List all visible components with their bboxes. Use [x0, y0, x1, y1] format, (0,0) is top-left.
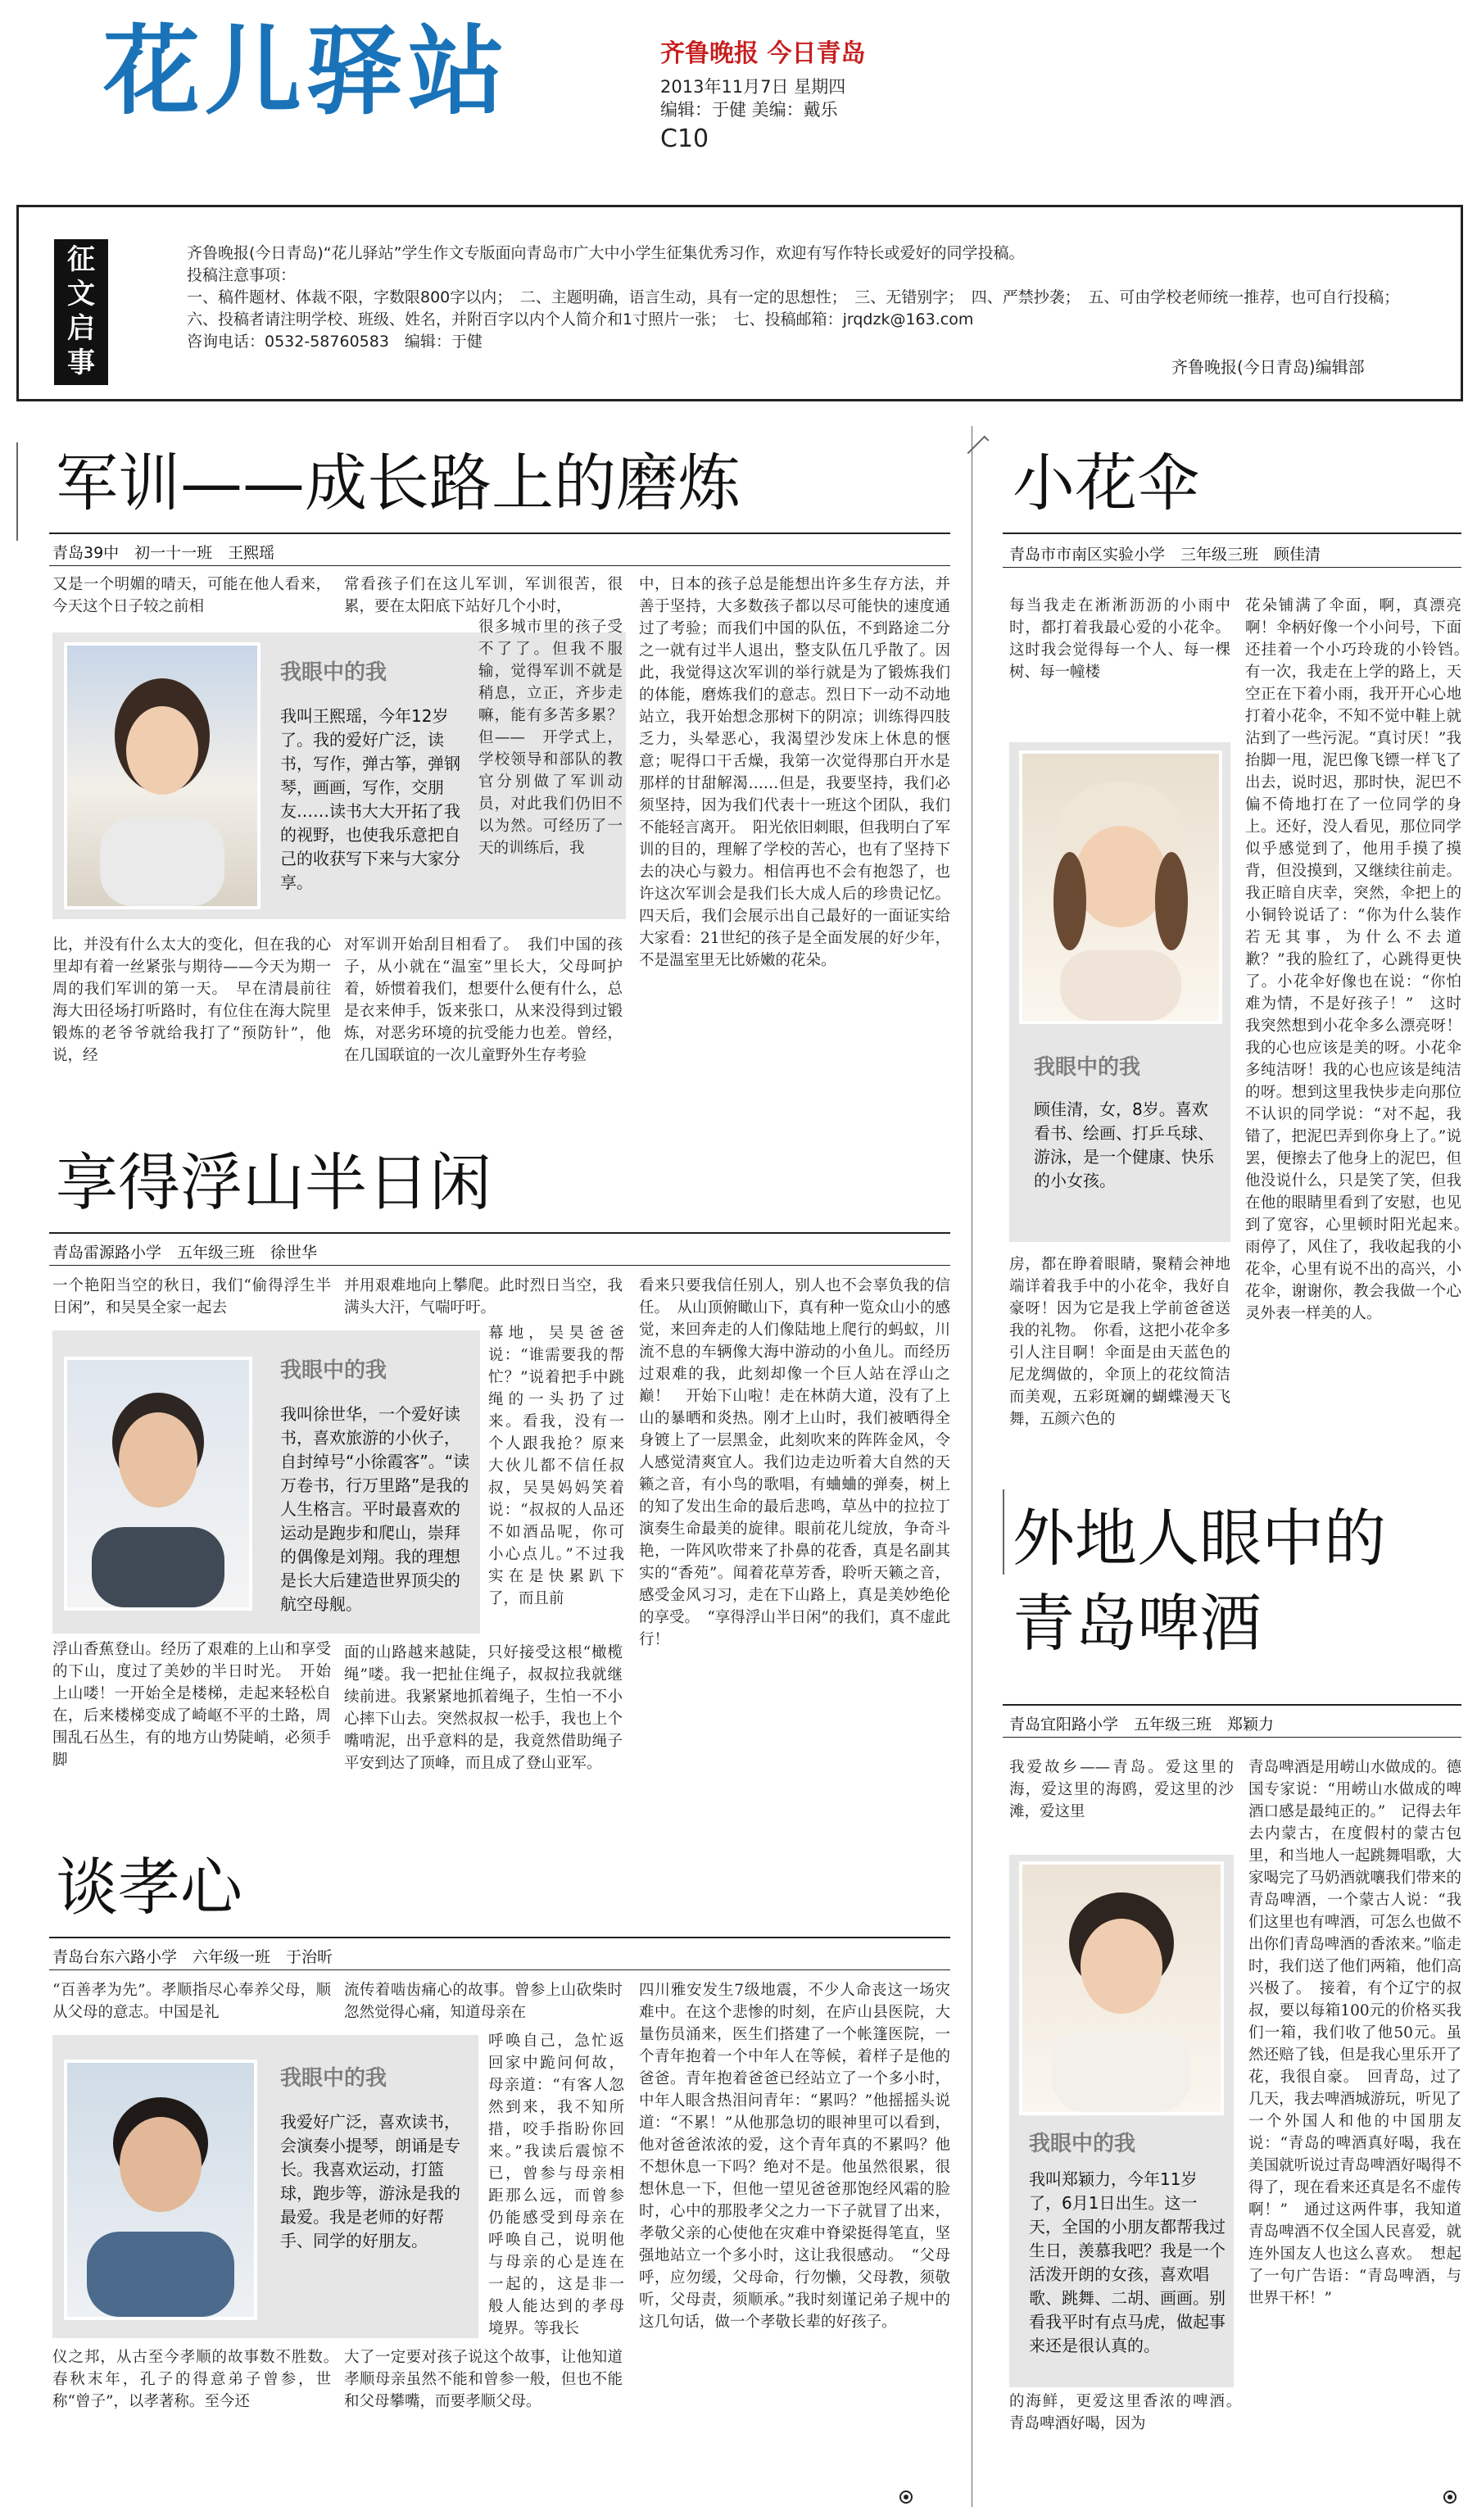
frame-left — [16, 442, 18, 541]
article-3-col-2c: 大了一定要对孩子说这个故事，让他知道孝顺母亲虽然不能和曾参一般，但也不能和父母攀嘴，而要孝顺父母。 — [344, 2349, 623, 2410]
article-1-rule-2 — [49, 565, 950, 566]
article-4-col-1: 每当我走在淅淅沥沥的小雨中时，都打着我最心爱的小花伞。这时我会觉得每一个人、每一棵树、每一幢楼 — [1009, 597, 1230, 681]
profile-bio-3: 我爱好广泛，喜欢读书，会演奏小提琴，朗诵是专长。我喜欢运动，打篮球，跑步等，游泳是我的最爱。我是老师的好帮手、同学的好朋友。 — [280, 2112, 460, 2250]
portrait-girl-icon — [1022, 1865, 1221, 2112]
title-accent — [1003, 1489, 1004, 1575]
article-1-byline: 青岛39中 初一十一班 王熙瑶 — [52, 544, 275, 562]
article-3-col-1b: 仪之邦，从古至今孝顺的故事数不胜数。 春秋末年，孔子的得意弟子曾参，世称“曾子”，以孝著称。至今还 — [52, 2349, 347, 2410]
notice-line: 齐鲁晚报(今日青岛)“花儿驿站”学生作文专版面向青岛市广大中小学生征集优秀习作，欢迎有写作特长或爱好的同学投稿。 — [187, 244, 1025, 262]
article-1-col-2c: 对军训开始刮目相看了。 我们中国的孩子，从小就在“温室”里长大，父母呵护着，娇惯着我们，想要什么便有什么，总是衣来伸手，饭来张口，从来没得到过锻炼，对恶劣环境的抗受能力也差。曾经，在几国联谊的一次儿童野外生存考验 — [344, 936, 623, 1064]
article-3-rule — [49, 1937, 950, 1938]
article-2-col-2b: 幕地，吴昊爸爸说：“谁需要我的帮忙？”说着把手中跳绳的一头扔了过来。看我，没有一个人跟我抢？原来大伙儿都不信任叔叔，吴昊妈妈笑着说：“叔叔的人品还不如酒品呢，你可小心点儿。”不过我实在是快累趴下了，而且前 — [488, 1325, 624, 1607]
portrait-girl-icon — [1022, 754, 1219, 1021]
article-5-title-line-1: 外地人眼中的 — [1013, 1502, 1386, 1575]
article-1-title: 军训——成长路上的磨炼 — [56, 446, 741, 519]
profile-bio-5: 我叫郑颖力，今年11岁了，6月1日出生。这一天，全国的小朋友都帮我过生日，羡慕我吧？我是一个活泼开朗的女孩，喜欢唱歌、跳舞、二胡、画画。别看我平时有点马虎，做起事来还是很认真的。 — [1029, 2169, 1226, 2355]
author-photo — [1019, 1861, 1224, 2115]
article-2-col-1b: 浮山香蕉登山。经历了艰难的上山和享受的下山，度过了美妙的半日时光。 开始上山喽！一开始全是楼梯，走起来轻松自在，后来楼梯变成了崎岖不平的土路，周围乱石丛生，有的地方山势陡峭，必须手脚 — [52, 1641, 331, 1769]
article-1-col-2: 常看孩子们在这儿军训，军训很苦，很累，要在太阳底下站好几个小时， — [344, 576, 623, 615]
editor-line: 编辑：于健 美编：戴乐 — [660, 100, 838, 120]
notice-line: 投稿注意事项： — [187, 266, 297, 284]
notice-signature: 齐鲁晚报(今日青岛)编辑部 — [1171, 357, 1365, 377]
article-3-col-2: 流传着啮齿痛心的故事。曾参上山砍柴时忽然觉得心痛，知道母亲在 — [344, 1982, 623, 2021]
profile-bio-4: 顾佳清，女，8岁。喜欢看书、绘画、打乒乓球、游泳，是一个健康、快乐的小女孩。 — [1034, 1099, 1214, 1190]
article-4-rule-2 — [1003, 567, 1461, 568]
article-4-byline: 青岛市市南区实验小学 三年级三班 顾佳清 — [1009, 546, 1321, 564]
notice-line: 一、稿件题材、体裁不限，字数限800字以内； 二、主题明确，语言生动，具有一定的思想性； 三、无错别字； 四、严禁抄袭； 五、可由学校老师统一推荐，也可自行投稿； — [187, 288, 1400, 306]
profile-title-2: 我眼中的我 — [280, 1358, 387, 1383]
article-2-col-2: 并用艰难地向上攀爬。此时烈日当空，我满头大汗，气喘吁吁。 — [344, 1277, 623, 1317]
article-2-byline: 青岛雷源路小学 五年级三班 徐世华 — [52, 1244, 318, 1262]
article-2-col-3: 看来只要我信任别人，别人也不会辜负我的信任。 从山顶俯瞰山下，真有种一览众山小的感觉，来回奔走的人们像陆地上爬行的蚂蚁，川流不息的车辆像大海中游动的小鱼儿。而经历过艰难的我，此刻却像一个巨人站在浮山之巅！ 开始下山啦！走在林荫大道，没有了上山的暴晒和炎热。刚才上山时，我们被晒得全身镀上了一层黑金，此刻吹来的阵阵金风，令人感觉清爽宜人。我们边走边听着大自然的天籁之音，有小鸟的歌唱，有蛐蛐的弹奏，树上的知了发出生命的最后悲鸣，草丛中的拉拉丁演奏生命最美的旋律。眼前花儿绽放，争奇斗艳，一阵风吹带来了扑鼻的花香，真是名副其实的“香苑”。闻着花草芳香，聆听天籁之音，感受金风习习，走在下山路上，真是美妙绝伦的享受。 “享得浮山半日闲”的我们，真不虚此行！ — [639, 1277, 950, 1648]
article-4-col-2: 花朵铺满了伞面，啊，真漂亮啊！伞柄好像一个小问号，下面还挂着一个小巧玲珑的小铃铛。 有一次，我走在上学的路上，天空正在下着小雨，我开开心心地打着小花伞，不知不觉中鞋上就沾到了一些污泥。“真讨厌！”我抬脚一甩，泥巴像飞镖一样飞了出去，说时迟，那时快，泥巴不偏不倚地打在了一位同学的身上。还好，没人看见，那位同学似乎感觉到了，他用手摸了摸背，但没摸到，又继续往前走。我正暗自庆幸，突然，伞把上的小铜铃说话了：“你为什么装作若无其事，为什么不去道歉？”我的脸红了，心跳得更快了。小花伞好像也在说：“你怕难为情，不是好孩子！” 这时我突然想到小花伞多么漂亮呀！我的心也应该是美的呀。小花伞多纯洁呀！我的心也应该是纯洁的呀。想到这里我快步走向那位不认识的同学说：“对不起，我错了，把泥巴弄到你身上了。”说罢，便擦去了他身上的泥巴，但他没说什么，只是笑了笑，但我在他的眼睛里看到了安慰，也见到了宽容，心里顿时阳光起来。 雨停了，风住了，我收起我的小花伞，心里有说不出的高兴，小花伞，谢谢你，教会我做一个心灵外表一样美的人。 — [1245, 597, 1477, 1322]
article-5-title-line-2: 青岛啤酒 — [1013, 1587, 1262, 1660]
issue-meta — [660, 75, 845, 121]
portrait-boy-icon — [67, 1360, 249, 1607]
profile-title-1: 我眼中的我 — [280, 660, 387, 685]
article-5-rule — [1003, 1704, 1461, 1706]
author-photo — [64, 642, 261, 909]
article-1-col-3: 中，日本的孩子总是能想出许多生存方法，并善于坚持，大多数孩子都以尽可能快的速度通过了考验；而我们中国的队伍，不到路途二分之一就有过半人退出，整支队伍几乎散了。因此，我觉得这次军训的举行就是为了锻炼我们的体能，磨炼我们的意志。烈日下一动不动地站立，我开始想念那树下的阴凉；训练得四肢乏力，头晕恶心，我渴望沙发床上休息的惬意；呢得口干舌燥，我第一次觉得那白开水是那样的甘甜解渴……但是，我要坚持，我们必须坚持，因为我们代表十一班这个团队，我们不能轻言离开。 阳光依旧刺眼，但我明白了军训的目的，理解了学校的苦心，也有了坚持下去的决心与毅力。相信再也不会有抱怨了，也许这次军训会是我们长大成人后的珍贵记忆。四天后，我们会展示出自己最好的一面证实给大家看：21世纪的孩子是全面发展的好少年，不是温室里无比娇嫩的花朵。 — [639, 576, 950, 969]
page-number: C10 — [660, 125, 709, 153]
profile-bio-2: 我叫徐世华，一个爱好读书，喜欢旅游的小伙子，自封绰号“小徐霞客”。“读万卷书，行万里路”是我的人生格言。平时最喜欢的运动是跑步和爬山，崇拜的偶像是刘翔。我的理想是长大后建造世界顶尖的航空母舰。 — [280, 1404, 470, 1614]
article-4-title: 小花伞 — [1013, 446, 1199, 519]
article-5-col-1b: 的海鲜，更爱这里香浓的啤酒。 青岛啤酒好喝，因为 — [1009, 2393, 1249, 2432]
article-2-rule-2 — [49, 1265, 950, 1266]
article-3-col-3: 四川雅安发生7级地震，不少人命丧这一场灾难中。在这个悲惨的时刻，在庐山县医院，大量伤员涌来，医生们搭建了一个帐篷医院，一个青年抱着一个中年人在等候，着样子是他的爸爸。青年抱着爸爸已经站立了一个多小时，中年人眼含热泪问青年：“累吗？”他摇摇头说道：“不累！”从他那急切的眼神里可以看到，他对爸爸浓浓的爱，这个青年真的不累吗？他不想休息一下吗？绝对不是。他虽然很累，很想休息一下，但他一望见爸爸那饱经风霜的脸时，心中的那股孝父之力一下子就冒了出来，孝敬父亲的心使他在灾难中脊梁挺得笔直，坚强地站立一个多小时，这让我很感动。 “父母呼，应勿缓，父母命，行勿懒，父母教，须敬听，父母责，须顺承。”我时刻谨记弟子规中的这几句话，做一个孝敬长辈的好孩子。 — [639, 1982, 950, 2331]
article-1-rule — [49, 533, 950, 534]
author-photo — [64, 1357, 252, 1611]
article-5-byline: 青岛宜阳路小学 五年级三班 郑颖力 — [1009, 1716, 1275, 1734]
profile-title-3: 我眼中的我 — [280, 2066, 387, 2091]
notice-text — [187, 242, 1440, 353]
article-2-title: 享得浮山半日闲 — [56, 1146, 492, 1219]
article-2-rule — [49, 1232, 950, 1234]
article-4-rule — [1003, 533, 1461, 534]
portrait-boy-icon — [67, 2063, 254, 2317]
article-5-rule-2 — [1003, 1737, 1461, 1738]
end-mark-icon — [899, 2491, 913, 2504]
article-5-col-2: 青岛啤酒是用崂山水做成的。德国专家说：“用崂山水做成的啤酒口感是最纯正的。” 记得去年去内蒙古，在度假村的蒙古包里，和当地人一起跳舞唱歌，大家喝完了马奶酒就嚷我们带来的青岛啤酒，一个蒙古人说：“我们这里也有啤酒，可怎么也做不出你们青岛啤酒的香浓来。”临走时，我们送了他们两箱，他们高兴极了。 接着，有个辽宁的叔叔，要以每箱100元的价格买我们一箱，我们收了他50元。虽然还赔了钱，但是我心里乐开了花，我很自豪。 回青岛，过了几天，我去啤酒城游玩，听见了一个外国人和他的中国朋友说：“青岛的啤酒真好喝，我在美国就听说过青岛啤酒好喝得不得了，现在看来还真是名不虚传啊！” 通过这两件事，我知道青岛啤酒不仅全国人民喜爱，就连外国友人也这么喜欢。 想起了一句广告语：“青岛啤酒，与世界干杯！” — [1248, 1759, 1461, 2307]
date-line: 2013年11月7日 星期四 — [660, 77, 846, 97]
author-photo — [1019, 750, 1222, 1024]
portrait-girl-icon — [67, 646, 257, 906]
divider-arrow — [967, 436, 990, 458]
article-5-col-1: 我爱故乡——青岛。爱这里的海，爱这里的海鸥，爱这里的沙滩，爱这里 — [1009, 1759, 1234, 1820]
article-3-byline: 青岛台东六路小学 六年级一班 于治昕 — [52, 1948, 333, 1966]
notice-label: 征文启事 — [54, 239, 108, 385]
profile-bio-1: 我叫王熙瑶，今年12岁了。我的爱好广泛，读书，写作，弹古筝，弹钢琴，画画，写作，交朋友……读书大大开拓了我的视野，也使我乐意把自己的收获写下来与大家分享。 — [280, 706, 460, 892]
end-mark-icon — [1443, 2491, 1457, 2504]
notice-line: 咨询电话：0532-58760583 编辑：于健 — [187, 333, 483, 351]
article-1-col-1: 又是一个明媚的晴天，可能在他人看来，今天这个日子较之前相 — [52, 576, 331, 615]
article-3-col-2b: 呼唤自己，急忙返回家中跪问何故，母亲道：“有客人忽然到来，我不知所措，咬手指盼你回来。”我读后震惊不已，曾参与母亲相距那么远，而曾参仍能感受到母亲在呼唤自己，说明他与母亲的心是连在一起的，这是非一般人能达到的孝母境界。等我长 — [488, 2033, 624, 2337]
article-1-col-2b: 很多城市里的孩子受不了了。但我不服输，觉得军训不就是稍息，立正，齐步走嘛，能有多苦多累？ 但—— 开学式上，学校领导和部队的教官分别做了军训动员，对此我们仍旧不以为然。可经历了一天的训练后，我 — [478, 619, 638, 857]
author-photo — [64, 2060, 257, 2320]
article-1-col-1b: 比，并没有什么太大的变化，但在我的心里却有着一丝紧张与期待——今天为期一周的我们军训的第一天。 早在清晨前往海大田径场打听路时，有位住在海大院里锻炼的老爷爷就给我打了“预防针”，他说，经 — [52, 936, 331, 1064]
article-4-col-1b: 房，都在睁着眼睛，聚精会神地端详着我手中的小花伞，我好自豪呀！因为它是我上学前爸爸送我的礼物。 你看，这把小花伞多引人注目啊！伞面是由天蓝色的尼龙绸做的，伞顶上的花纹简洁而美观，五彩斑斓的蝴蝶漫天飞舞，五颜六色的 — [1009, 1256, 1230, 1428]
profile-title-5: 我眼中的我 — [1029, 2132, 1136, 2156]
masthead: 花儿驿站 — [103, 15, 510, 128]
profile-title-4: 我眼中的我 — [1034, 1055, 1141, 1080]
newspaper-name: 齐鲁晚报 今日青岛 — [660, 39, 866, 68]
notice-line: 六、投稿者请注明学校、班级、姓名，并附百字以内个人简介和1寸照片一张； 七、投稿邮箱：jrqdzk@163.com — [187, 310, 974, 329]
article-3-rule-2 — [49, 1969, 950, 1970]
article-3-title: 谈孝心 — [56, 1851, 242, 1924]
article-2-col-2c: 面的山路越来越陡，只好接受这根“橄榄绳”喽。我一把扯住绳子，叔叔拉我就继续前进。我紧紧地抓着绳子，生怕一不小心摔下山去。突然叔叔一松手，我也上个嘴啃泥，出乎意料的是，我竟然借助绳子平安到达了顶峰，而且成了登山亚军。 — [344, 1644, 623, 1772]
article-2-col-1: 一个艳阳当空的秋日，我们“偷得浮生半日闲”，和吴昊全家一起去 — [52, 1277, 331, 1317]
article-3-col-1: “百善孝为先”。孝顺指尽心奉养父母，顺从父母的意志。中国是礼 — [52, 1982, 331, 2021]
